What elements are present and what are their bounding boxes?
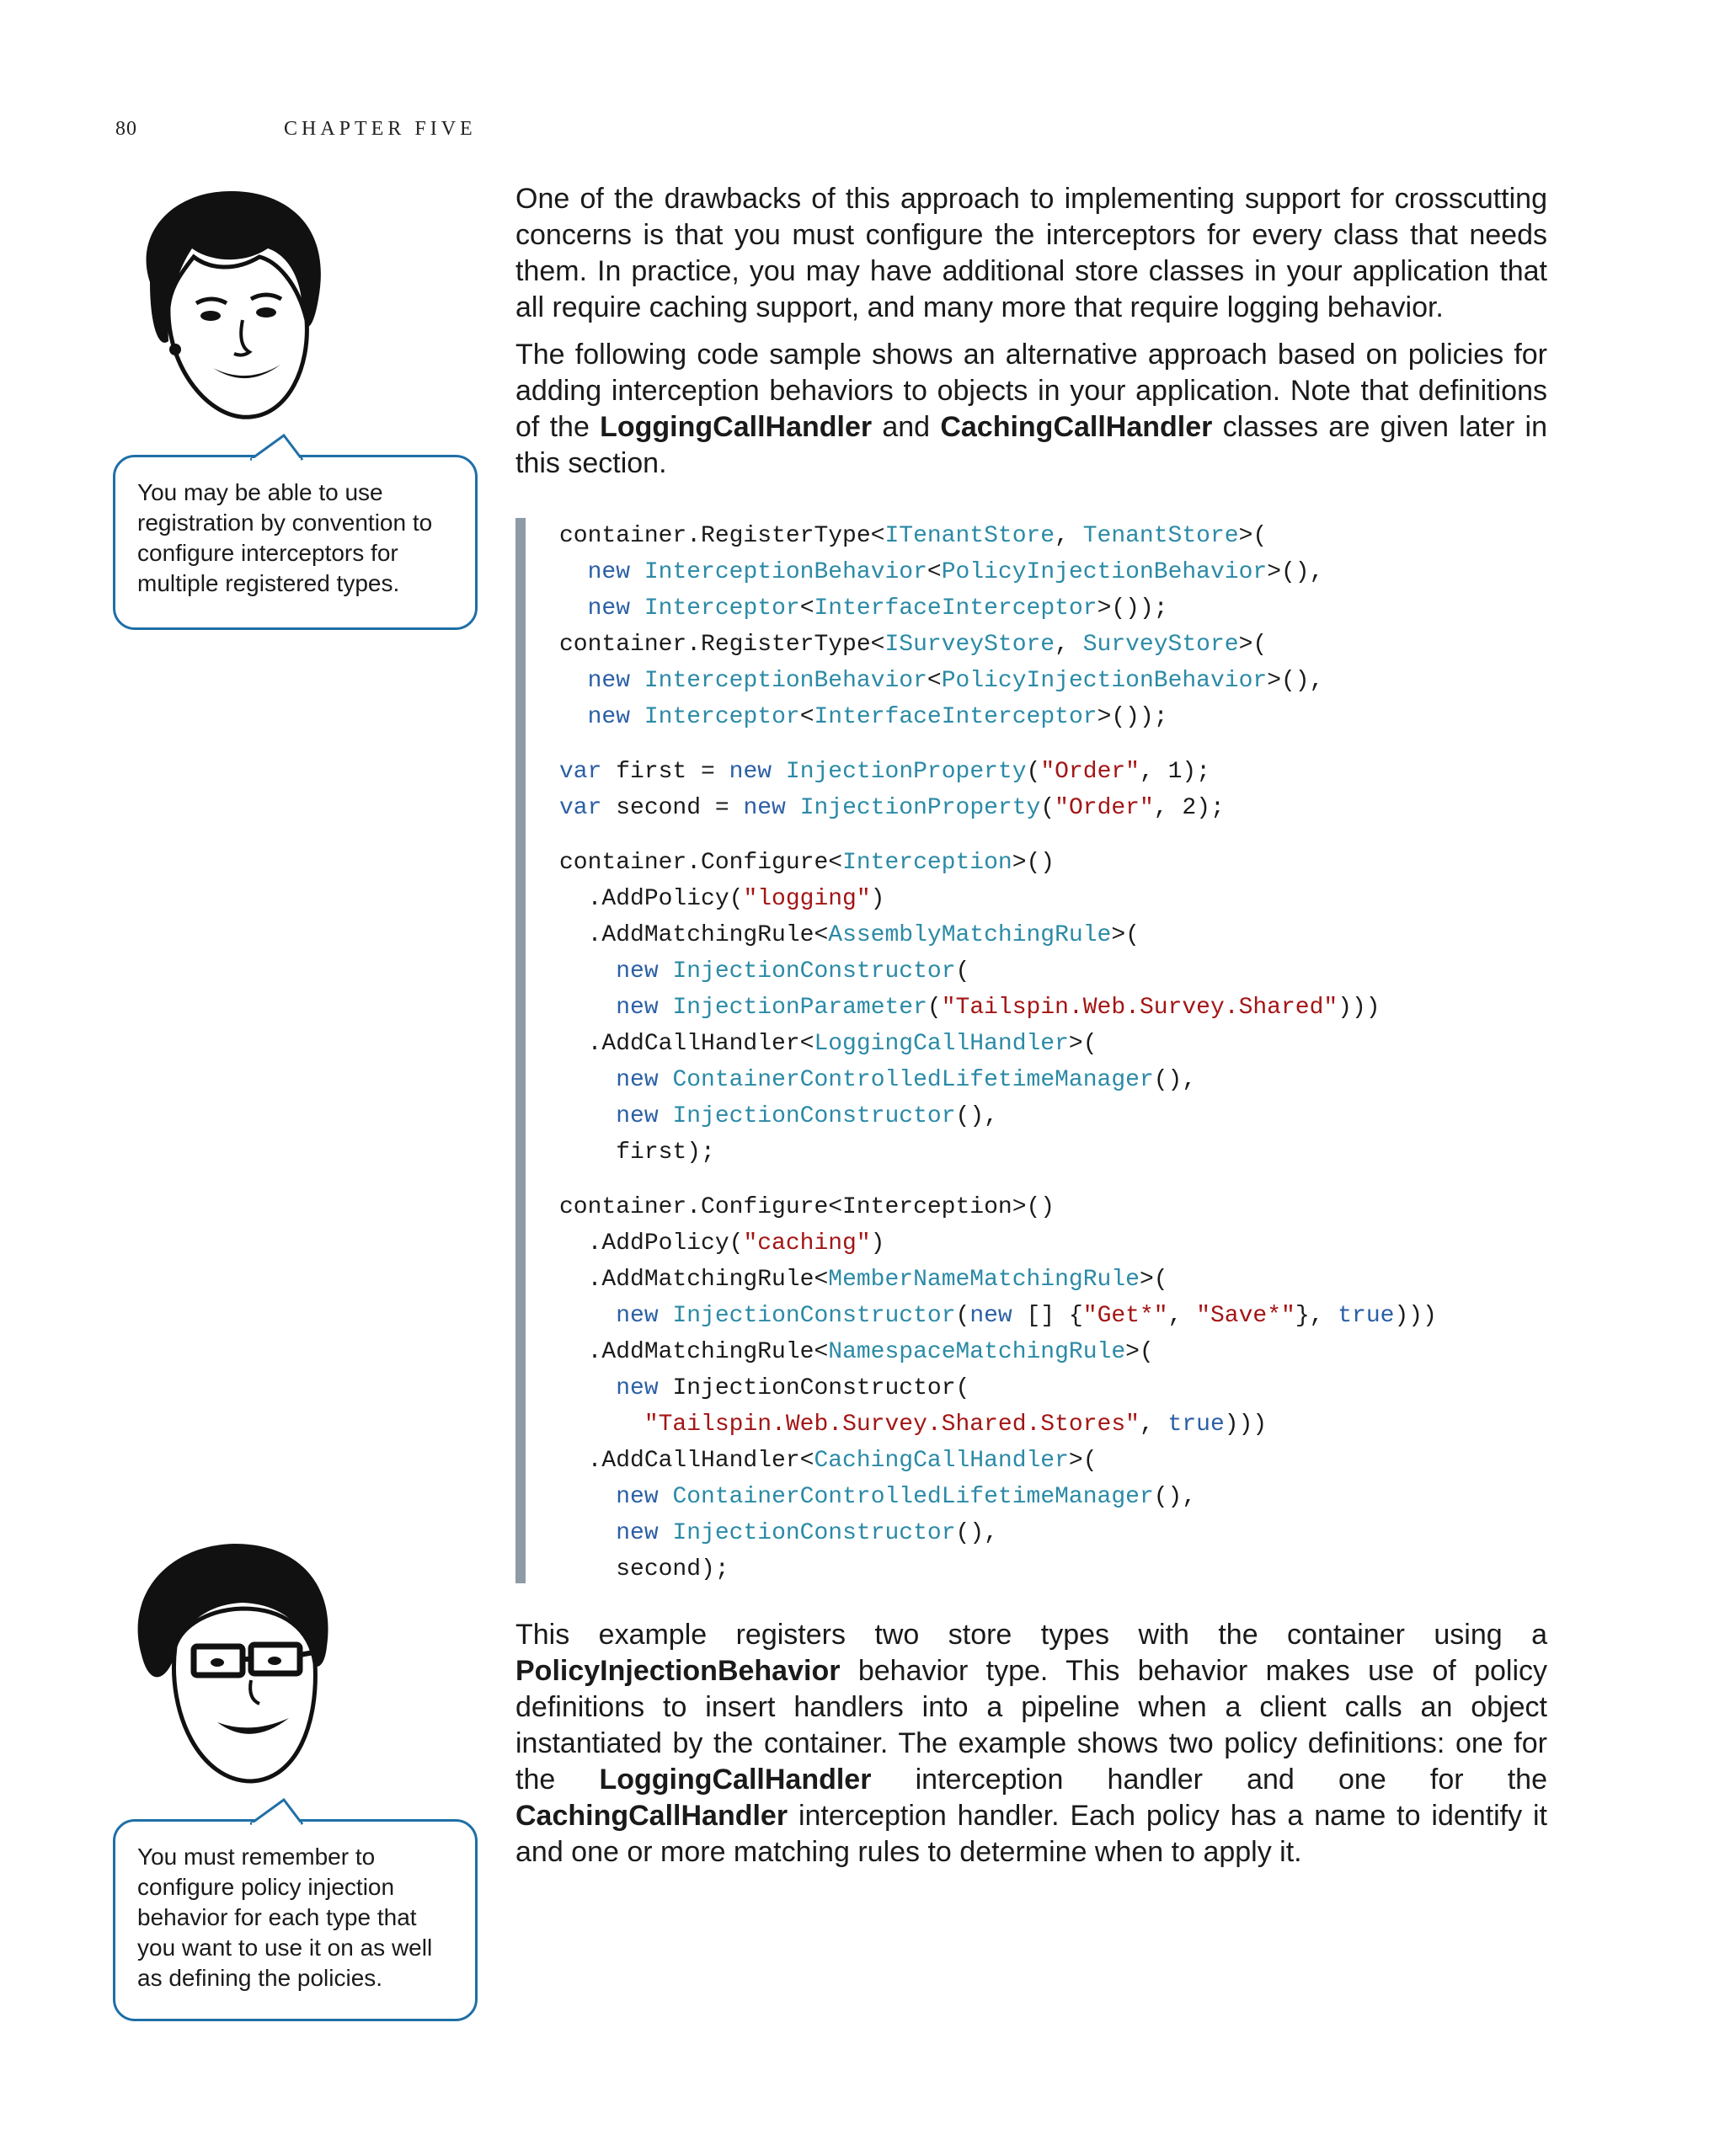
code-line xyxy=(559,1515,998,1551)
code-line xyxy=(559,554,1323,590)
code-line xyxy=(559,1262,1168,1298)
code-line xyxy=(559,881,884,917)
code-line xyxy=(559,990,1381,1026)
code-text xyxy=(772,759,786,785)
code-type: PolicyInjectionBehavior xyxy=(941,668,1268,694)
text-run: and xyxy=(872,411,941,443)
text-run: classes are given later in this section. xyxy=(515,411,1548,479)
code-text: (), xyxy=(1153,1067,1197,1093)
code-text: ( xyxy=(927,995,942,1021)
code-text xyxy=(659,1520,673,1546)
code-text: ))) xyxy=(1224,1412,1268,1438)
sidebar-note-text: You must remember to configure policy injection behavior for each type that you want to use it on as well as defining the policies. xyxy=(137,1844,433,1991)
code-type: ContainerControlledLifetimeManager xyxy=(672,1067,1154,1093)
code-text: container.Configure< xyxy=(559,850,843,876)
code-line xyxy=(559,1026,1097,1062)
code-text: ( xyxy=(1040,795,1055,821)
code-text: , 2); xyxy=(1153,795,1225,821)
code-string: "Order" xyxy=(1040,759,1140,785)
code-text: container.Configure<Interception>() xyxy=(559,1194,1055,1220)
code-keyword: new xyxy=(587,704,631,730)
code-text xyxy=(786,795,800,821)
code-keyword: new xyxy=(729,759,772,785)
code-line xyxy=(559,1134,715,1171)
code-keyword: new xyxy=(616,1520,659,1546)
code-text: < xyxy=(927,668,942,694)
code-line xyxy=(559,754,1210,790)
code-text xyxy=(559,668,588,694)
code-type: AssemblyMatchingRule xyxy=(828,922,1112,948)
code-text: , xyxy=(1139,1412,1168,1438)
code-text xyxy=(659,1067,673,1093)
code-text: >(), xyxy=(1267,668,1324,694)
woman-avatar-icon xyxy=(116,181,344,425)
code-line xyxy=(559,1062,1196,1098)
code-keyword: new xyxy=(616,995,659,1021)
code-type: InjectionConstructor xyxy=(672,1303,956,1329)
code-text xyxy=(630,595,644,622)
code-text xyxy=(559,1103,616,1129)
code-line xyxy=(559,518,1267,554)
code-sample xyxy=(515,518,1557,1583)
code-text: .AddMatchingRule< xyxy=(559,922,829,948)
class-name: LoggingCallHandler xyxy=(600,411,873,443)
code-type: InterfaceInterceptor xyxy=(814,595,1097,622)
code-line xyxy=(559,627,1267,663)
code-text: >()); xyxy=(1097,704,1168,730)
sidebar-note-bubble xyxy=(113,455,478,630)
code-line xyxy=(559,1370,969,1406)
code-keyword: new xyxy=(616,1103,659,1129)
sidebar-note-bubble xyxy=(113,1819,478,2021)
code-text: >( xyxy=(1238,523,1268,549)
code-text: >()); xyxy=(1097,595,1168,622)
speech-bubble-tail-icon xyxy=(250,1798,309,1825)
code-text: second); xyxy=(559,1556,729,1582)
code-type: PolicyInjectionBehavior xyxy=(941,559,1268,585)
code-keyword: new xyxy=(743,795,786,821)
class-name: LoggingCallHandler xyxy=(599,1764,872,1796)
code-text: .AddMatchingRule< xyxy=(559,1339,829,1365)
code-text: < xyxy=(927,559,942,585)
code-text xyxy=(630,668,644,694)
code-text: , xyxy=(1055,632,1083,658)
code-keyword: new xyxy=(969,1303,1012,1329)
code-line xyxy=(559,917,1140,953)
code-line xyxy=(559,663,1323,699)
code-text xyxy=(559,595,588,622)
body-paragraph xyxy=(515,1617,1547,1870)
code-line xyxy=(559,1298,1437,1334)
code-string: "logging" xyxy=(743,886,871,912)
code-type: InjectionParameter xyxy=(672,995,927,1021)
code-text: (), xyxy=(955,1520,998,1546)
code-type: InterceptionBehavior xyxy=(644,668,927,694)
code-line xyxy=(559,590,1168,627)
code-text xyxy=(559,1067,616,1093)
code-text: .AddPolicy( xyxy=(559,886,744,912)
code-text: < xyxy=(799,595,814,622)
code-text: >( xyxy=(1068,1448,1097,1474)
code-text: >( xyxy=(1111,922,1140,948)
code-keyword: new xyxy=(587,668,631,694)
code-text: (), xyxy=(955,1103,998,1129)
code-text: ( xyxy=(1026,759,1041,785)
code-line xyxy=(559,953,969,990)
code-text xyxy=(659,1103,673,1129)
code-type: InjectionConstructor xyxy=(672,958,956,985)
code-text: .AddCallHandler< xyxy=(559,1448,814,1474)
code-keyword: true xyxy=(1338,1303,1395,1329)
code-line xyxy=(559,1551,729,1588)
code-text xyxy=(559,1375,616,1401)
code-text: second = xyxy=(601,795,744,821)
code-text: ) xyxy=(870,886,885,912)
code-text xyxy=(630,704,644,730)
code-text xyxy=(559,958,616,985)
code-text: >(), xyxy=(1267,559,1324,585)
text-run: interception handler. Each policy has a name to identify it and one or more matching rules to determine when to apply it. xyxy=(515,1800,1547,1868)
code-text xyxy=(559,559,588,585)
code-type: ISurveyStore xyxy=(884,632,1055,658)
page-number: 80 xyxy=(115,118,137,140)
code-text xyxy=(659,1484,673,1510)
text-run: interception handler and one for the xyxy=(871,1764,1547,1796)
code-text: container.RegisterType< xyxy=(559,523,885,549)
code-line xyxy=(559,1098,998,1134)
code-text: }, xyxy=(1295,1303,1338,1329)
body-paragraph: One of the drawbacks of this approach to implementing support for crosscutting concerns is that you must configure the interceptors for every class that needs them. In practice, you may have additional store classes in your application that all require caching support, and many more that require logging behavior. xyxy=(515,183,1547,323)
code-text: , xyxy=(1167,1303,1197,1329)
code-text: container.RegisterType< xyxy=(559,632,885,658)
sidebar-note-text: You may be able to use registration by convention to configure interceptors for multiple registered types. xyxy=(137,479,433,596)
code-line xyxy=(559,1479,1196,1515)
code-text: >( xyxy=(1238,632,1268,658)
code-text: >() xyxy=(1012,850,1055,876)
text-run: behavior type. This behavior makes use of policy definitions to insert handlers into a pipeline when a client calls an object instantiated by the container. The example shows two policy definitions: one for the xyxy=(515,1655,1547,1796)
code-type: CachingCallHandler xyxy=(814,1448,1069,1474)
code-text: >( xyxy=(1139,1267,1168,1293)
code-type: TenantStore xyxy=(1082,523,1239,549)
code-type: SurveyStore xyxy=(1082,632,1239,658)
code-line xyxy=(559,790,1225,826)
code-text: first = xyxy=(601,759,729,785)
code-keyword: var xyxy=(559,759,602,785)
body-paragraph xyxy=(515,337,1547,482)
code-keyword: new xyxy=(616,1375,659,1401)
code-line xyxy=(559,845,1055,881)
code-type: ContainerControlledLifetimeManager xyxy=(672,1484,1154,1510)
class-name: PolicyInjectionBehavior xyxy=(515,1655,841,1687)
code-text xyxy=(559,704,588,730)
code-string: "Tailspin.Web.Survey.Shared" xyxy=(941,995,1338,1021)
code-line xyxy=(559,699,1168,735)
code-text xyxy=(659,1303,673,1329)
code-type: InjectionProperty xyxy=(785,759,1027,785)
code-string: "Save*" xyxy=(1196,1303,1295,1329)
code-type: InjectionConstructor xyxy=(672,1520,956,1546)
code-line xyxy=(559,1334,1154,1370)
code-line xyxy=(559,1225,884,1262)
code-keyword: new xyxy=(616,1067,659,1093)
code-text: .AddMatchingRule< xyxy=(559,1267,829,1293)
code-text xyxy=(659,958,673,985)
code-text: , 1); xyxy=(1139,759,1210,785)
code-text: .AddCallHandler< xyxy=(559,1031,814,1057)
code-type: InjectionConstructor xyxy=(672,1103,956,1129)
code-type: NamespaceMatchingRule xyxy=(828,1339,1126,1365)
code-text xyxy=(559,1303,616,1329)
code-text: ))) xyxy=(1394,1303,1437,1329)
code-type: Interceptor xyxy=(644,595,800,622)
code-keyword: true xyxy=(1167,1412,1225,1438)
code-text: >( xyxy=(1068,1031,1097,1057)
code-keyword: var xyxy=(559,795,602,821)
code-text: ) xyxy=(870,1230,885,1257)
code-type: InterceptionBehavior xyxy=(644,559,927,585)
code-line xyxy=(559,1189,1055,1225)
code-text: (), xyxy=(1153,1484,1197,1510)
code-type: LoggingCallHandler xyxy=(814,1031,1069,1057)
code-line xyxy=(559,1406,1267,1443)
code-keyword: new xyxy=(587,559,631,585)
code-keyword: new xyxy=(616,1484,659,1510)
code-type: Interceptor xyxy=(644,704,800,730)
code-keyword: new xyxy=(616,958,659,985)
code-line xyxy=(559,1443,1097,1479)
code-type: ITenantStore xyxy=(884,523,1055,549)
code-string: "Tailspin.Web.Survey.Shared.Stores" xyxy=(644,1412,1140,1438)
code-text xyxy=(630,559,644,585)
code-text xyxy=(559,995,616,1021)
code-text: InjectionConstructor( xyxy=(658,1375,970,1401)
class-name: CachingCallHandler xyxy=(515,1800,788,1832)
code-text: , xyxy=(1055,523,1083,549)
code-keyword: new xyxy=(587,595,631,622)
code-text xyxy=(559,1520,616,1546)
code-string: "caching" xyxy=(743,1230,871,1257)
class-name: CachingCallHandler xyxy=(940,411,1213,443)
code-keyword: new xyxy=(616,1303,659,1329)
code-string: "Get*" xyxy=(1082,1303,1168,1329)
man-with-glasses-avatar-icon xyxy=(116,1537,344,1790)
code-text: < xyxy=(799,704,814,730)
speech-bubble-tail-icon xyxy=(250,434,309,461)
text-run: This example registers two store types with the container using a xyxy=(515,1619,1547,1651)
code-text: first); xyxy=(559,1139,715,1166)
code-type: Interception xyxy=(842,850,1012,876)
code-text xyxy=(559,1484,616,1510)
code-type: InterfaceInterceptor xyxy=(814,704,1097,730)
text-run: The following code sample shows an alternative approach based on policies for adding interception behaviors to objects in your application. Note that definitions of the xyxy=(515,339,1547,443)
code-text xyxy=(559,1412,644,1438)
code-text xyxy=(659,995,673,1021)
code-text: >( xyxy=(1125,1339,1154,1365)
code-text: ))) xyxy=(1338,995,1381,1021)
code-text: ( xyxy=(955,1303,970,1329)
chapter-title: CHAPTER FIVE xyxy=(284,118,477,140)
code-text: [] { xyxy=(1012,1303,1083,1329)
code-text: ( xyxy=(955,958,970,985)
code-type: InjectionProperty xyxy=(799,795,1041,821)
code-text: .AddPolicy( xyxy=(559,1230,744,1257)
code-type: MemberNameMatchingRule xyxy=(828,1267,1140,1293)
code-string: "Order" xyxy=(1055,795,1154,821)
